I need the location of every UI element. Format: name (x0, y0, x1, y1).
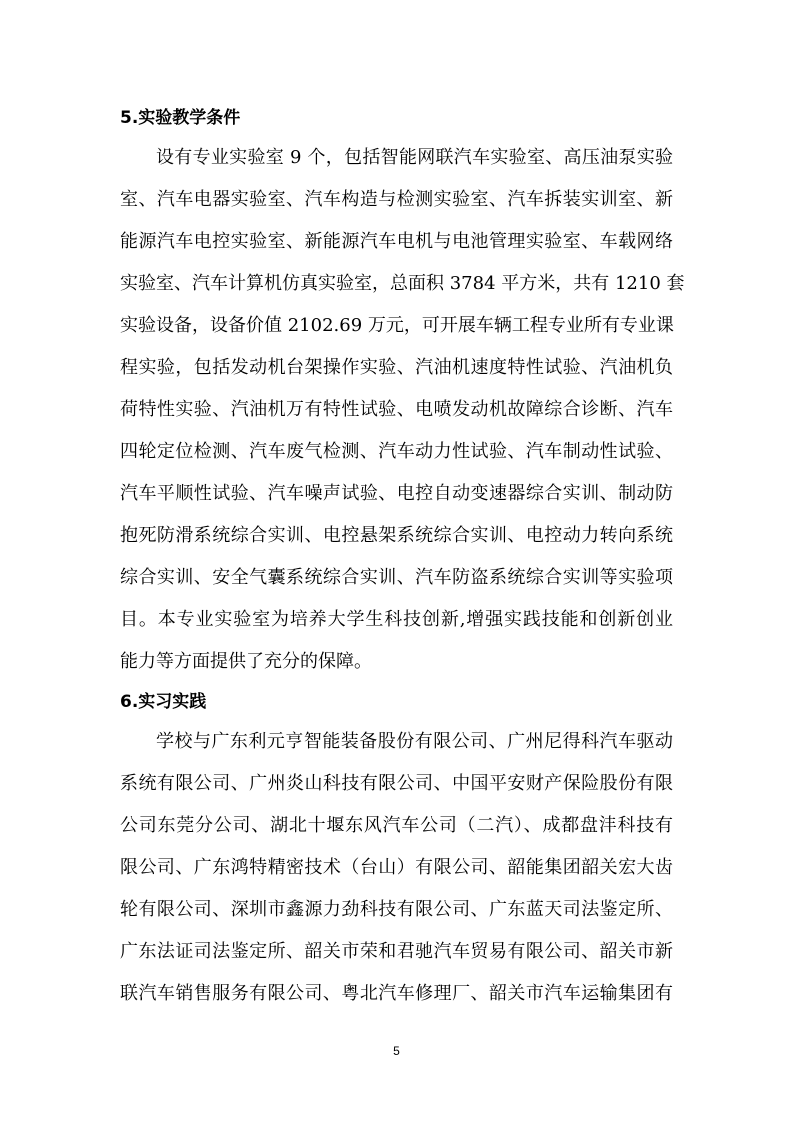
paragraph-line: 四轮定位检测、汽车废气检测、汽车动力性试验、汽车制动性试验、 (120, 441, 673, 462)
paragraph-line: 学校与广东利元亨智能装备股份有限公司、广州尼得科汽车驱动 (156, 731, 673, 752)
paragraph-line: 系统有限公司、广州炎山科技有限公司、中国平安财产保险股份有限 (120, 773, 673, 794)
paragraph-line: 实验室、汽车计算机仿真实验室，总面积 3784 平方米，共有 1210 套 (120, 273, 685, 294)
paragraph-line: 广东法证司法鉴定所、韶关市荣和君驰汽车贸易有限公司、韶关市新 (120, 941, 673, 962)
paragraph-line: 公司东莞分公司、湖北十堰东风汽车公司（二汽）、成都盘沣科技有 (120, 815, 673, 836)
paragraph-line: 目。本专业实验室为培养大学生科技创新,增强实践技能和创新创业 (120, 609, 673, 630)
paragraph-line: 能源汽车电控实验室、新能源汽车电机与电池管理实验室、车载网络 (120, 231, 673, 252)
page-number: 5 (393, 1044, 400, 1058)
paragraph-line: 室、汽车电器实验室、汽车构造与检测实验室、汽车拆装实训室、新 (120, 189, 673, 210)
paragraph-line: 设有专业实验室 9 个，包括智能网联汽车实验室、高压油泵实验 (156, 147, 673, 168)
paragraph-line: 汽车平顺性试验、汽车噪声试验、电控自动变速器综合实训、制动防 (120, 483, 673, 504)
paragraph-line: 程实验，包括发动机台架操作实验、汽油机速度特性试验、汽油机负 (120, 357, 673, 378)
paragraph-line: 能力等方面提供了充分的保障。 (120, 651, 372, 672)
section-6-heading: 6.实习实践 (120, 692, 207, 712)
paragraph-line: 抱死防滑系统综合实训、电控悬架系统综合实训、电控动力转向系统 (120, 525, 673, 546)
paragraph-line: 轮有限公司、深圳市鑫源力劲科技有限公司、广东蓝天司法鉴定所、 (120, 899, 673, 920)
paragraph-line: 联汽车销售服务有限公司、粤北汽车修理厂、韶关市汽车运输集团有 (120, 983, 673, 1004)
section-5-heading: 5.实验教学条件 (120, 108, 241, 128)
paragraph-line: 限公司、广东鸿特精密技术（台山）有限公司、韶能集团韶关宏大齿 (120, 857, 673, 878)
paragraph-line: 综合实训、安全气囊系统综合实训、汽车防盗系统综合实训等实验项 (120, 567, 673, 588)
paragraph-line: 实验设备，设备价值 2102.69 万元，可开展车辆工程专业所有专业课 (120, 315, 674, 336)
paragraph-line: 荷特性实验、汽油机万有特性试验、电喷发动机故障综合诊断、汽车 (120, 399, 673, 420)
